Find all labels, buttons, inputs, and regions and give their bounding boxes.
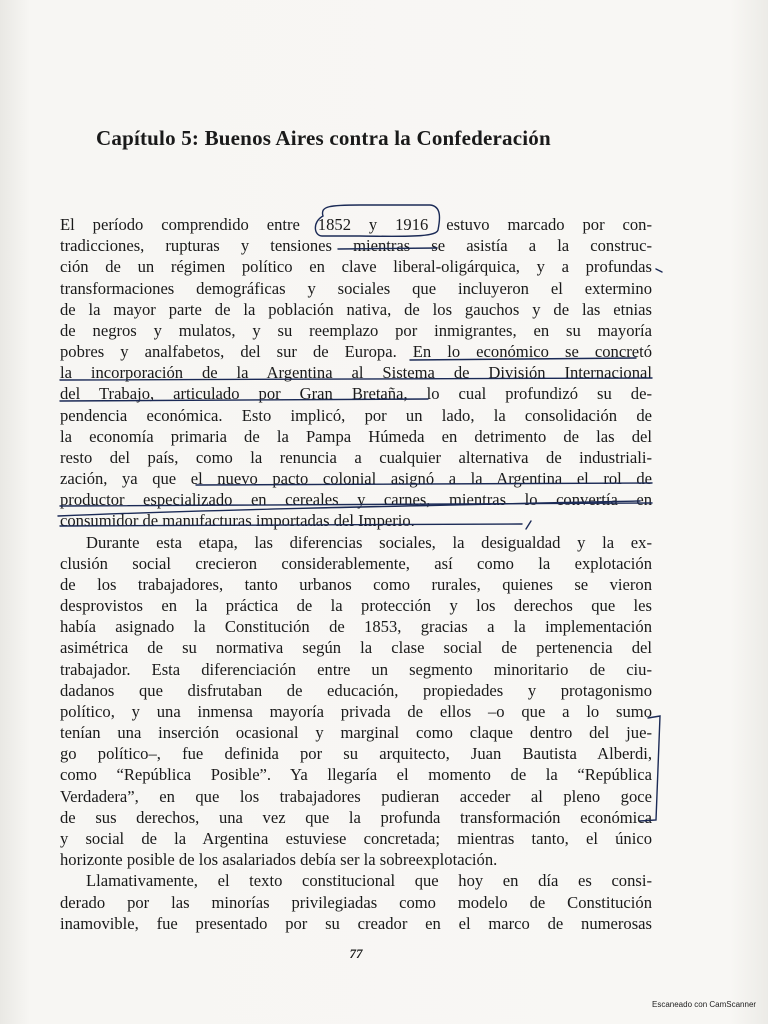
text-line: zación, ya que el nuevo pacto colonial asignó a la Argentina el rol de [60, 469, 652, 489]
chapter-title: Capítulo 5: Buenos Aires contra la Confederación [96, 126, 551, 150]
text-line: inamovible, fue presentado por su creador en el marco de numerosas [60, 913, 652, 933]
text-line: político, y una inmensa mayoría privada de ellos –o que a lo sumo [60, 701, 652, 721]
text-line: de sus derechos, una vez que la profunda transformación económica [60, 807, 652, 827]
text-line: pendencia económica. Esto implicó, por un lado, la consolidación de [60, 405, 652, 425]
text-line: asimétrica de su normativa según la clase social de pertenencia del [60, 638, 652, 658]
text-line: como “República Posible”. Ya llegaría el momento de la “República [60, 765, 652, 785]
text-line: horizonte posible de los asalariados debía ser la sobreexplotación. [60, 850, 498, 870]
page-number: 77 [349, 946, 363, 961]
text-line: Verdadera”, en que los trabajadores pudieran acceder al pleno goce [60, 786, 652, 806]
text-line: resto del país, como la renuncia a cualquier alternativa de industriali- [60, 447, 652, 467]
text-line: transformaciones demográficas y sociales que incluyeron el extermino [60, 278, 652, 298]
text-line: go político–, fue definida por su arquitecto, Juan Bautista Alberdi, [60, 744, 652, 764]
paragraph-3 [60, 870, 652, 934]
text-line: El período comprendido entre 1852 y 1916 estuvo marcado por con- [60, 215, 652, 234]
text-line: y social de la Argentina estuviese concretada; mientras tanto, el único [60, 828, 652, 848]
text-line: ción de un régimen político en clave liberal-oligárquica, y a profundas [60, 257, 652, 277]
hook-mark [656, 269, 662, 272]
text-line: productor especializado en cereales y carnes, mientras lo convertía en [60, 490, 652, 510]
paragraph-1 [60, 214, 652, 532]
text-line: tradicciones, rupturas y tensiones mientras se asistía a la construc- [60, 236, 652, 256]
text-line: había asignado la Constitución de 1853, gracias a la implementación [60, 617, 652, 637]
body-text [60, 214, 652, 934]
text-line: pobres y analfabetos, del sur de Europa. En lo económico se concretó [60, 342, 652, 362]
text-line: trabajador. Esta diferenciación entre un segmento minoritario de ciu- [60, 659, 652, 679]
text-line: clusión social crecieron considerablemente, así como la explotación [60, 553, 652, 573]
text-line: dadanos que disfrutaban de educación, propiedades y protagonismo [60, 680, 652, 700]
text-line: de negros y mulatos, y su reemplazo por inmigrantes, en su mayoría [60, 320, 652, 340]
text-line: tenían una inserción ocasional y marginal como claque dentro del jue- [60, 723, 652, 743]
text-line: de los trabajadores, tanto urbanos como rurales, quienes se vieron [60, 574, 652, 594]
text-line: derado por las minorías privilegiadas como modelo de Constitución [60, 892, 652, 912]
text-line: desprovistos en la práctica de la protección y los derechos que les [60, 596, 652, 616]
scanner-watermark: Escaneado con CamScanner [652, 1000, 757, 1009]
text-line: la incorporación de la Argentina al Sistema de División Internacional [60, 363, 652, 383]
text-line: del Trabajo, articulado por Gran Bretaña, lo cual profundizó su de- [60, 384, 652, 404]
text-line: la economía primaria de la Pampa Húmeda en detrimento de las del [60, 426, 652, 446]
text-line: consumidor de manufacturas importadas del Imperio. [60, 511, 415, 531]
text-line: de la mayor parte de la población nativa, de los gauchos y de las etnias [60, 299, 652, 319]
text-line: Llamativamente, el texto constitucional que hoy en día es consi- [86, 871, 652, 891]
paragraph-2 [60, 532, 652, 871]
text-line: Durante esta etapa, las diferencias sociales, la desigualdad y la ex- [86, 532, 652, 552]
